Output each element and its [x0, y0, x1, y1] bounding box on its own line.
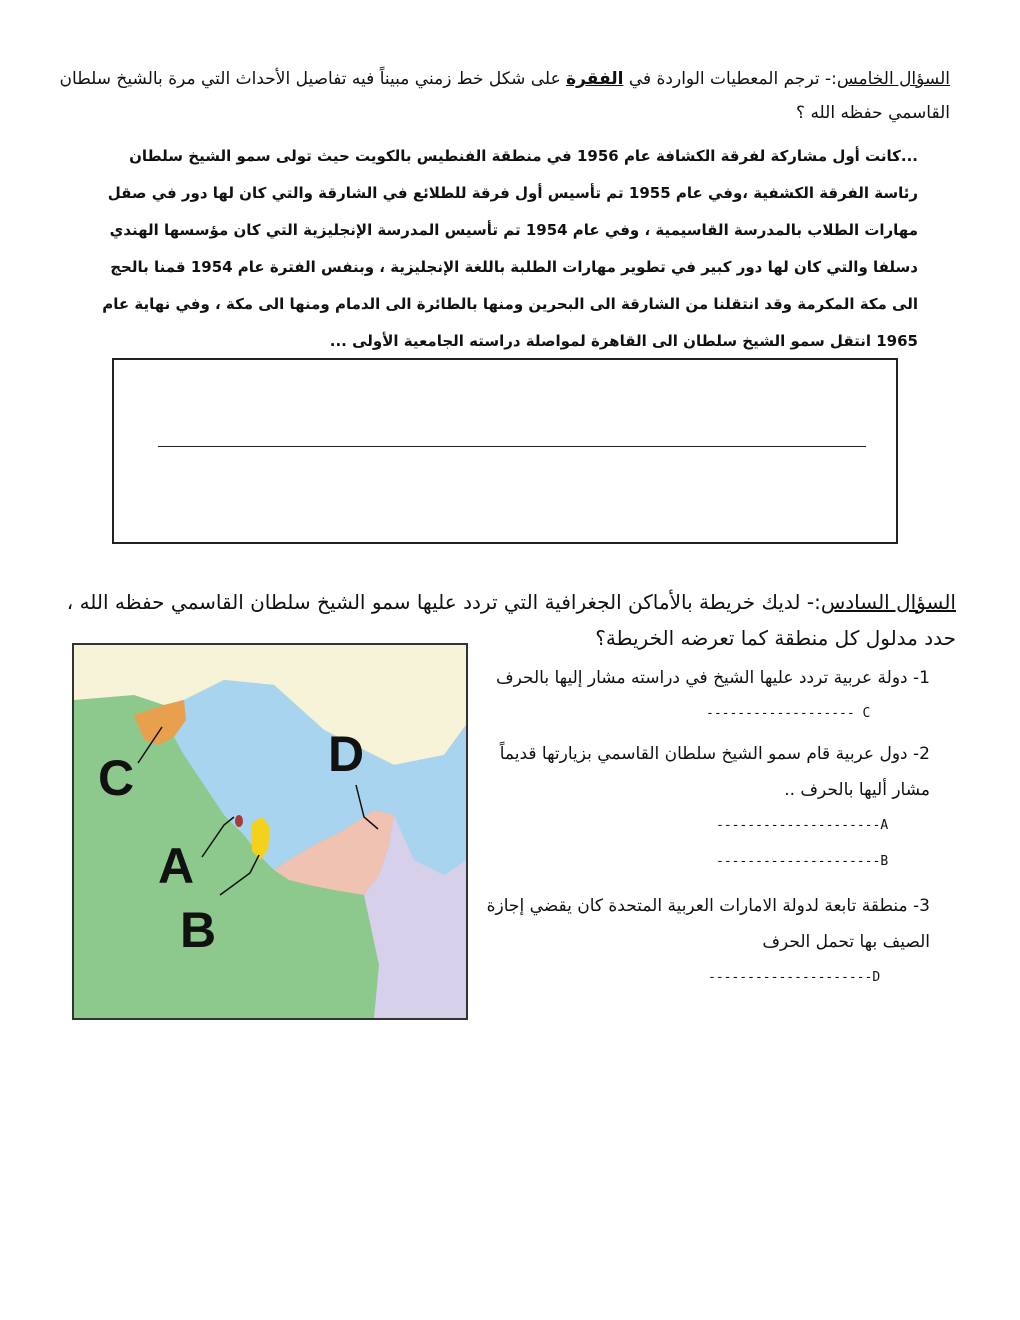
item-text: منطقة تابعة لدولة الامارات العربية المتحدة كان يقضي إجازة الصيف بها تحمل الحرف — [486, 896, 930, 952]
item-text: دولة عربية تردد عليها الشيخ في دراسته مشار إليها بالحرف — [496, 668, 908, 688]
item-number: 3- — [913, 896, 930, 916]
map-letter-a: A — [158, 838, 195, 894]
map-letter-b: B — [180, 902, 217, 958]
question-6-item-2 — [470, 736, 930, 880]
question-6-item-3 — [470, 888, 930, 996]
question-5-prompt — [40, 62, 950, 130]
item-number: 2- — [913, 744, 930, 764]
timeline-line — [158, 446, 866, 447]
question-5-title: السؤال الخامس — [836, 69, 950, 89]
question-6-text: :- لديك خريطة بالأماكن الجغرافية التي تردد عليها سمو الشيخ سلطان القاسمي حفظه الله ، حدد مدلول كل منطقة كما تعرضه الخريطة؟ — [66, 590, 956, 650]
item-text: دول عربية قام سمو الشيخ سلطان القاسمي بزيارتها قديماً مشار أليها بالحرف .. — [499, 744, 930, 800]
answer-blank-d[interactable]: ---------------------D — [708, 970, 881, 985]
map-letter-c: C — [98, 750, 135, 806]
gulf-map — [72, 643, 468, 1020]
question-6-item-1 — [470, 660, 930, 732]
item-number: 1- — [913, 668, 930, 688]
answer-blank-b[interactable]: ---------------------B — [716, 854, 889, 869]
gulf-map-svg — [74, 645, 466, 1018]
answer-blank-a[interactable]: ---------------------A — [716, 818, 889, 833]
question-5-paragraph: ...كانت أول مشاركة لفرقة الكشافة عام 1956 في منطقة الفنطيس بالكويت حيث تولى سمو الشيخ سلطان رئاسة الفرقة الكشفية ،وفي عام 1955 تم تأسيس أول فرقة للطلائع في الشارقة والتي كان لها دور في صقل مهارات الطلاب بالمدرسة القاسيمية ، وفي عام 1954 تم تأسيس المدرسة الإنجليزية التي كان مؤسسها الهندي دسلفا والتي كان لها دور كبير في تطوير مهارات الطلبة باللغة الإنجليزية ، وبنفس الفترة عام 1954 قمنا بالحج الى مكة المكرمة وقد انتقلنا من الشارقة الى البحرين ومنها بالطائرة الى الدمام ومنها الى مكة ، وفي نهاية عام 1965 انتقل سمو الشيخ سلطان الى القاهرة لمواصلة دراسته الجامعية الأولى ... — [102, 147, 918, 350]
map-letter-d: D — [328, 726, 365, 782]
question-5-keyword: الفقرة — [566, 69, 624, 89]
answer-blank-c[interactable]: ------------------- C — [706, 706, 871, 721]
question-6-items — [470, 660, 930, 996]
question-5-text-a: :- ترجم المعطيات الواردة في — [623, 69, 837, 89]
question-5-text-c: على شكل خط زمني مبيناً فيه تفاصيل الأحداث التي مرة بالشيخ سلطان القاسمي حفظه الله ؟ — [59, 69, 950, 123]
question-6-title: السؤال السادس — [820, 590, 956, 614]
region-bahrain-shape — [235, 815, 243, 827]
timeline-answer-box[interactable] — [112, 358, 898, 544]
